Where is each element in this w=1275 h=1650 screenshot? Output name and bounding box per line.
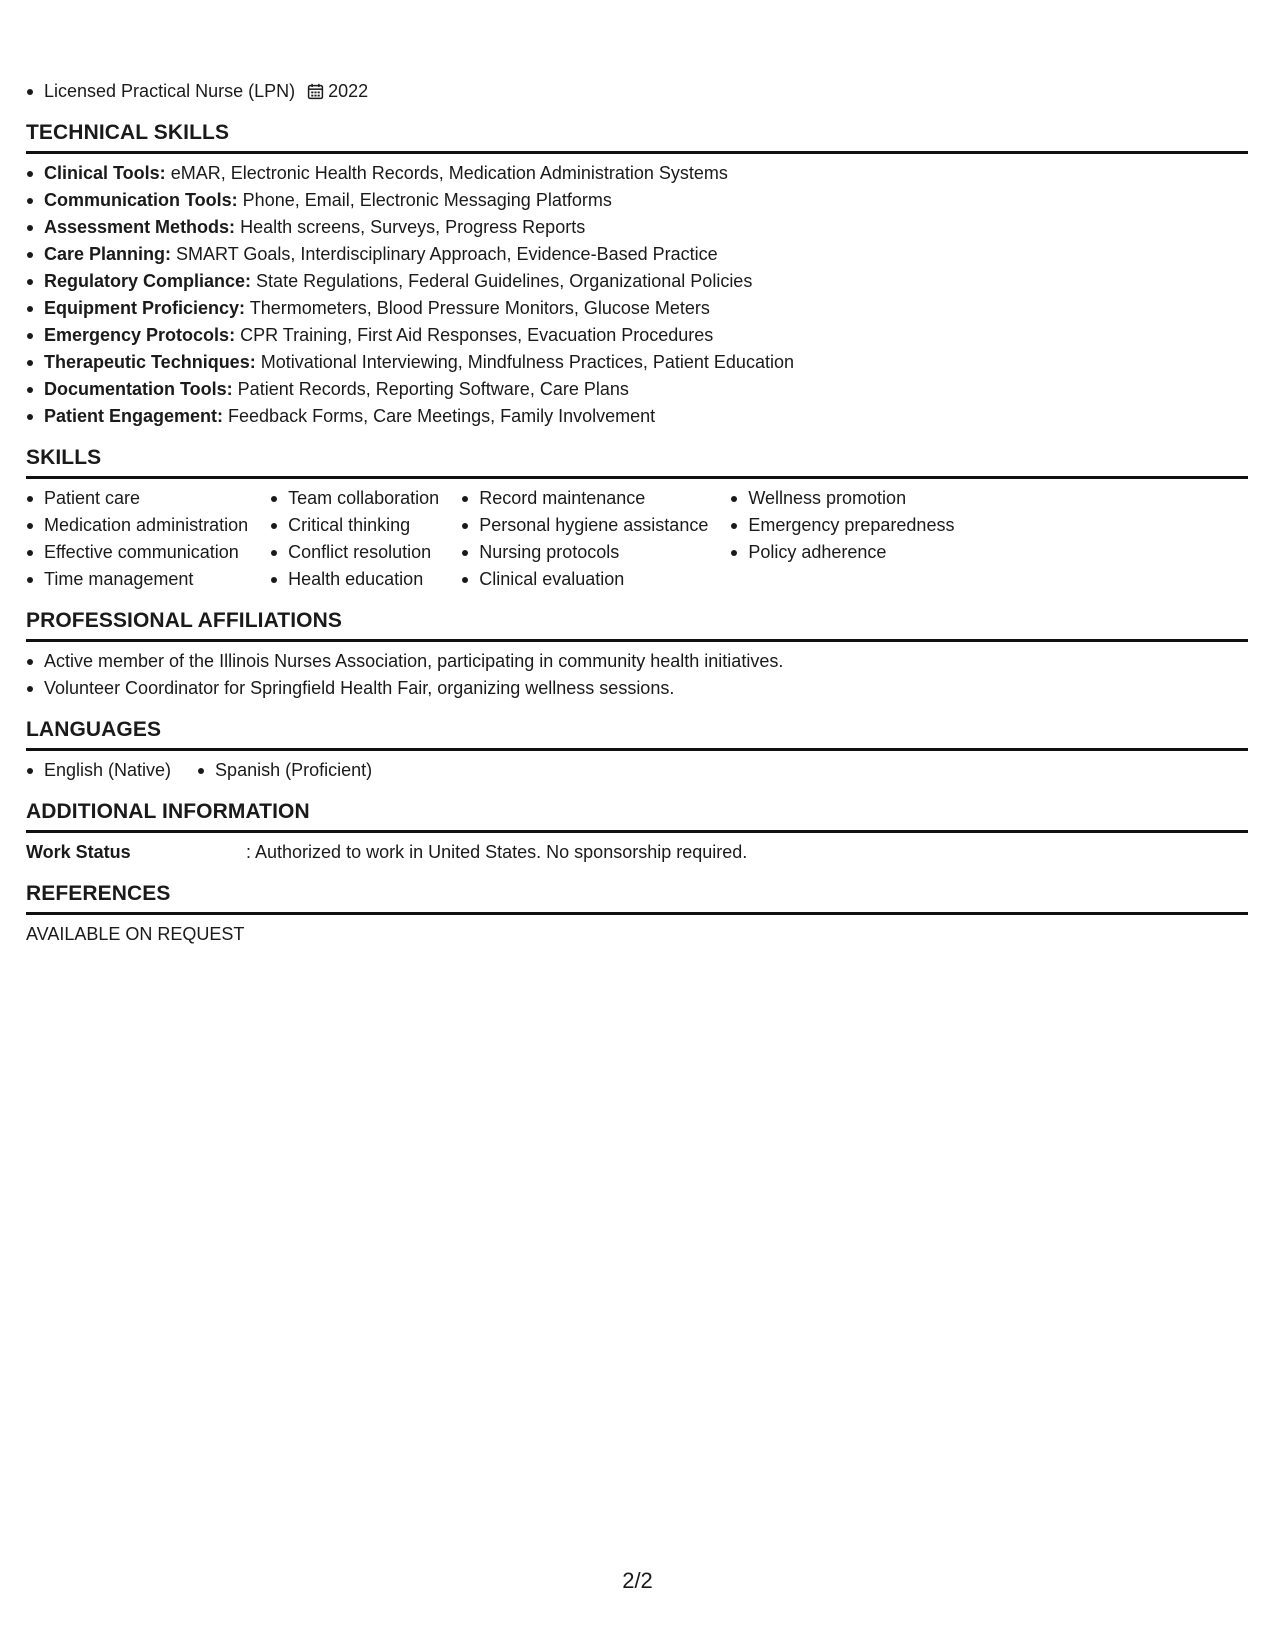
technical-skill-label: Patient Engagement: <box>44 406 224 426</box>
skill-item: Time management <box>26 566 248 593</box>
skill-item: Critical thinking <box>270 512 439 539</box>
technical-skill-value: SMART Goals, Interdisciplinary Approach, Evidence-Based Practice <box>171 244 718 264</box>
skills-section <box>26 446 1248 593</box>
skills-column <box>270 485 439 593</box>
skill-item: Team collaboration <box>270 485 439 512</box>
skill-item: Wellness promotion <box>730 485 954 512</box>
section-title-additional-information: ADDITIONAL INFORMATION <box>26 800 1248 833</box>
technical-skill-item <box>26 349 1248 376</box>
skill-item: Medication administration <box>26 512 248 539</box>
skill-item: Patient care <box>26 485 248 512</box>
section-title-languages: LANGUAGES <box>26 718 1248 751</box>
page-number: 2/2 <box>622 1568 653 1593</box>
technical-skill-value: Patient Records, Reporting Software, Care Plans <box>232 379 629 399</box>
technical-skill-label: Equipment Proficiency: <box>44 298 246 318</box>
technical-skill-item <box>26 376 1248 403</box>
skill-item: Policy adherence <box>730 539 954 566</box>
technical-skill-item <box>26 322 1248 349</box>
technical-skill-item <box>26 241 1248 268</box>
technical-skill-value: Thermometers, Blood Pressure Monitors, Glucose Meters <box>245 298 710 318</box>
technical-skill-value: Feedback Forms, Care Meetings, Family Involvement <box>223 406 656 426</box>
certification-item <box>26 78 1248 105</box>
technical-skill-label: Care Planning: <box>44 244 172 264</box>
skills-column <box>26 485 248 593</box>
technical-skill-value: Health screens, Surveys, Progress Reports <box>235 217 586 237</box>
technical-skill-item <box>26 187 1248 214</box>
certification-year: 2022 <box>328 81 369 101</box>
affiliations-section <box>26 609 1248 702</box>
section-title-skills: SKILLS <box>26 446 1248 479</box>
affiliation-item: Volunteer Coordinator for Springfield Health Fair, organizing wellness sessions. <box>26 675 1248 702</box>
technical-skills-section <box>26 121 1248 430</box>
technical-skill-value: State Regulations, Federal Guidelines, Organizational Policies <box>251 271 753 291</box>
references-text: AVAILABLE ON REQUEST <box>26 924 245 944</box>
language-item: Spanish (Proficient) <box>197 757 372 784</box>
technical-skill-item <box>26 160 1248 187</box>
skill-item: Record maintenance <box>461 485 708 512</box>
technical-skill-label: Regulatory Compliance: <box>44 271 252 291</box>
technical-skill-label: Communication Tools: <box>44 190 238 210</box>
skill-item: Conflict resolution <box>270 539 439 566</box>
technical-skill-label: Emergency Protocols: <box>44 325 236 345</box>
section-title-references: REFERENCES <box>26 882 1248 915</box>
skill-item: Health education <box>270 566 439 593</box>
resume-page <box>26 78 1248 948</box>
skills-column <box>461 485 708 593</box>
section-title-affiliations: PROFESSIONAL AFFILIATIONS <box>26 609 1248 642</box>
technical-skill-label: Therapeutic Techniques: <box>44 352 256 372</box>
work-status-row <box>26 839 1248 866</box>
technical-skill-value: Motivational Interviewing, Mindfulness Practices, Patient Education <box>255 352 794 372</box>
technical-skill-label: Documentation Tools: <box>44 379 233 399</box>
technical-skill-value: Phone, Email, Electronic Messaging Platforms <box>237 190 612 210</box>
affiliation-item: Active member of the Illinois Nurses Association, participating in community health initiatives. <box>26 648 1248 675</box>
certification-list <box>26 78 1248 105</box>
technical-skill-value: CPR Training, First Aid Responses, Evacuation Procedures <box>235 325 714 345</box>
work-status-value: : Authorized to work in United States. No sponsorship required. <box>246 842 748 862</box>
technical-skill-label: Assessment Methods: <box>44 217 236 237</box>
section-title-technical-skills: TECHNICAL SKILLS <box>26 121 1248 154</box>
technical-skill-value: eMAR, Electronic Health Records, Medication Administration Systems <box>165 163 728 183</box>
technical-skill-item <box>26 214 1248 241</box>
skill-item: Effective communication <box>26 539 248 566</box>
technical-skill-item <box>26 403 1248 430</box>
work-status-label: Work Status <box>26 842 131 862</box>
additional-information-section <box>26 800 1248 866</box>
skill-item: Nursing protocols <box>461 539 708 566</box>
technical-skill-label: Clinical Tools: <box>44 163 166 183</box>
calendar-icon <box>307 83 324 100</box>
skills-column <box>730 485 954 593</box>
skill-item: Personal hygiene assistance <box>461 512 708 539</box>
certification-name: Licensed Practical Nurse (LPN) <box>44 81 296 101</box>
technical-skill-item <box>26 268 1248 295</box>
affiliations-list <box>26 648 1248 702</box>
skill-item: Emergency preparedness <box>730 512 954 539</box>
references-section <box>26 882 1248 948</box>
languages-list <box>26 757 1248 784</box>
skill-item: Clinical evaluation <box>461 566 708 593</box>
technical-skill-item <box>26 295 1248 322</box>
languages-section <box>26 718 1248 784</box>
language-item: English (Native) <box>26 757 171 784</box>
technical-skills-list <box>26 160 1248 430</box>
skills-grid <box>26 485 1248 593</box>
